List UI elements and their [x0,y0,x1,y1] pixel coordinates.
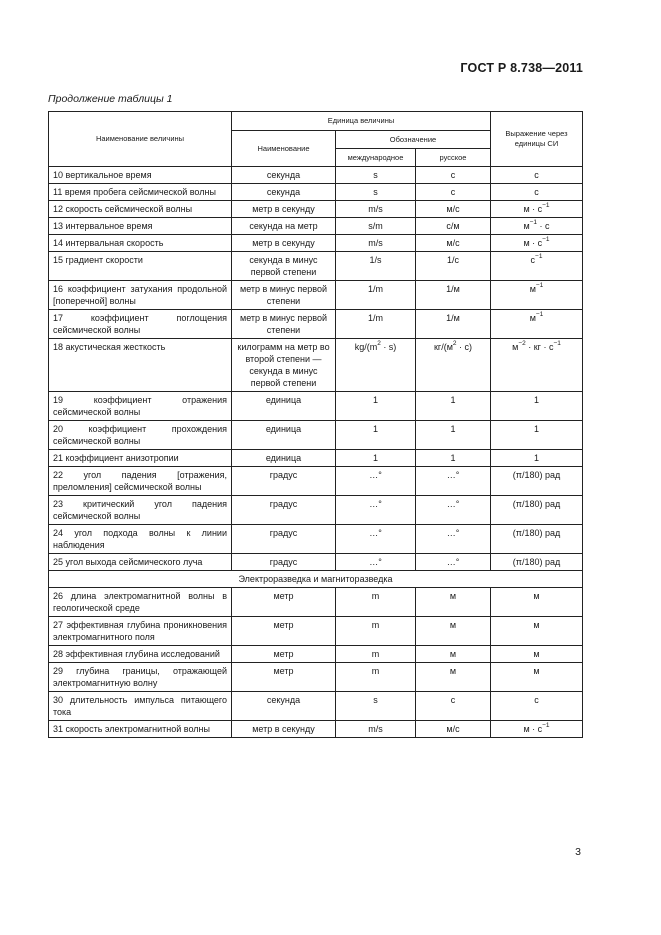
quantity-name-cell: 24 угол подхода волны к линии наблюдения [49,525,232,554]
quantity-name-cell: 29 глубина границы, отражающей электромагнитную волну [49,663,232,692]
russian-symbol-cell: …° [416,467,491,496]
si-expression-cell: м [491,617,583,646]
units-table [48,111,583,738]
russian-symbol-cell-base: кг/(м [433,342,453,352]
unit-name-cell: секунда [232,184,336,201]
table-row [49,339,583,392]
russian-symbol-cell: с/м [416,218,491,235]
si-expression-cell-exponent: −1 [529,219,538,226]
table-row [49,496,583,525]
si-expression-cell-tail: · кг · с [525,342,554,352]
page-number: 3 [575,846,581,858]
si-expression-cell-base: с [530,255,536,265]
si-expression-cell-base: м · с [523,204,543,214]
russian-symbol-cell: …° [416,554,491,571]
quantity-name-cell: 27 эффективная глубина проникновения электромагнитного поля [49,617,232,646]
si-expression-cell: 1 [491,392,583,421]
unit-name-cell: градус [232,525,336,554]
unit-name-cell: метр в секунду [232,201,336,218]
quantity-name-cell: 26 длина электромагнитной волны в геологической среде [49,588,232,617]
table-row [49,201,583,218]
russian-symbol-cell: м/с [416,721,491,738]
si-expression-cell-base: м [512,342,519,352]
international-symbol-cell: s [336,692,416,721]
si-expression-cell: с [491,184,583,201]
russian-symbol-cell: м [416,617,491,646]
table-row [49,310,583,339]
table-row [49,646,583,663]
russian-symbol-cell: 1/м [416,310,491,339]
table-body [49,167,583,738]
international-symbol-cell: m [336,617,416,646]
russian-symbol-cell: м/с [416,201,491,218]
header-quantity-name: Наименование величины [49,112,232,167]
si-expression-cell-exponent: −1 [542,722,550,729]
international-symbol-cell [336,339,416,392]
si-expression-cell-exponent: −1 [535,282,544,289]
header-designation: Обозначение [336,131,491,149]
russian-symbol-cell: м [416,663,491,692]
table-row [49,252,583,281]
table-row [49,525,583,554]
unit-name-cell: метр в минус первой степени [232,281,336,310]
si-expression-cell-exponent-2: −1 [553,340,561,347]
russian-symbol-cell: 1 [416,392,491,421]
quantity-name-cell: 21 коэффициент анизотропии [49,450,232,467]
si-expression-cell: (π/180) рад [491,496,583,525]
quantity-name-cell: 13 интервальное время [49,218,232,235]
international-symbol-cell: s [336,184,416,201]
international-symbol-cell: 1/m [336,310,416,339]
international-symbol-cell: m [336,646,416,663]
table-row [49,235,583,252]
si-expression-cell-exponent: −1 [542,236,550,243]
unit-name-cell: единица [232,392,336,421]
quantity-name-cell: 19 коэффициент отражения сейсмической волны [49,392,232,421]
russian-symbol-cell: …° [416,525,491,554]
si-expression-cell [491,235,583,252]
si-expression-cell-base: м [529,313,536,323]
unit-name-cell: градус [232,554,336,571]
unit-name-cell: метр в минус первой степени [232,310,336,339]
quantity-name-cell: 18 акустическая жесткость [49,339,232,392]
si-expression-cell [491,339,583,392]
quantity-name-cell: 11 время пробега сейсмической волны [49,184,232,201]
quantity-name-cell: 14 интервальная скорость [49,235,232,252]
quantity-name-cell: 31 скорость электромагнитной волны [49,721,232,738]
header-russian: русское [416,149,491,167]
si-expression-cell: с [491,167,583,184]
unit-name-cell: метр в секунду [232,235,336,252]
document-code: ГОСТ Р 8.738—2011 [460,61,583,75]
table-row [49,218,583,235]
russian-symbol-cell: м [416,646,491,663]
russian-symbol-cell: 1 [416,450,491,467]
unit-name-cell: килограмм на метр во второй степени — секунда в минус первой степени [232,339,336,392]
unit-name-cell: секунда в минус первой степени [232,252,336,281]
international-symbol-cell: 1/s [336,252,416,281]
si-expression-cell-exponent: −1 [535,311,544,318]
si-expression-cell: м [491,588,583,617]
si-expression-cell [491,201,583,218]
international-symbol-cell: s/m [336,218,416,235]
russian-symbol-cell: с [416,692,491,721]
si-expression-cell [491,310,583,339]
unit-name-cell: единица [232,450,336,467]
si-expression-cell: (π/180) рад [491,554,583,571]
unit-name-cell: единица [232,421,336,450]
table-row [49,392,583,421]
section-heading: Электроразведка и магниторазведка [49,571,583,588]
si-expression-cell: м [491,663,583,692]
header-si-expression: Выражение через единицы СИ [491,112,583,167]
russian-symbol-cell: м [416,588,491,617]
international-symbol-cell: …° [336,496,416,525]
si-expression-cell: 1 [491,450,583,467]
si-expression-cell: (π/180) рад [491,467,583,496]
international-symbol-cell: s [336,167,416,184]
international-symbol-cell: m [336,663,416,692]
table-row [49,450,583,467]
international-symbol-cell: 1/m [336,281,416,310]
international-symbol-cell: 1 [336,392,416,421]
table-row [49,467,583,496]
si-expression-cell: с [491,692,583,721]
table-row [49,421,583,450]
russian-symbol-cell: с [416,184,491,201]
russian-symbol-cell-tail: · с) [456,342,473,352]
section-row [49,571,583,588]
russian-symbol-cell: 1/с [416,252,491,281]
si-expression-cell-exponent: −1 [535,253,543,260]
table-row [49,554,583,571]
si-expression-cell-base: м · с [523,238,543,248]
russian-symbol-cell [416,339,491,392]
quantity-name-cell: 23 критический угол падения сейсмической волны [49,496,232,525]
table-row [49,184,583,201]
international-symbol-cell: …° [336,525,416,554]
unit-name-cell: метр [232,588,336,617]
table-row [49,663,583,692]
si-expression-cell: м [491,646,583,663]
unit-name-cell: метр [232,663,336,692]
international-symbol-cell: …° [336,554,416,571]
quantity-name-cell: 25 угол выхода сейсмического луча [49,554,232,571]
table-row [49,617,583,646]
international-symbol-cell: …° [336,467,416,496]
international-symbol-cell: m/s [336,235,416,252]
table-row [49,588,583,617]
table-row [49,692,583,721]
quantity-name-cell: 20 коэффициент прохождения сейсмической волны [49,421,232,450]
quantity-name-cell: 22 угол падения [отражения, преломления] сейсмической волны [49,467,232,496]
russian-symbol-cell-exponent: 2 [452,340,457,347]
si-expression-cell-base: м [523,221,530,231]
si-expression-cell-exponent: −2 [518,340,526,347]
unit-name-cell: метр [232,617,336,646]
header-international: международное [336,149,416,167]
table-row [49,167,583,184]
quantity-name-cell: 12 скорость сейсмической волны [49,201,232,218]
quantity-name-cell: 16 коэффициент затухания продольной [поперечной] волны [49,281,232,310]
russian-symbol-cell: м/с [416,235,491,252]
table-row [49,281,583,310]
international-symbol-cell-exponent: 2 [377,340,381,347]
si-expression-cell-exponent: −1 [542,202,550,209]
quantity-name-cell: 15 градиент скорости [49,252,232,281]
quantity-name-cell: 30 длительность импульса питающего тока [49,692,232,721]
unit-name-cell: секунда [232,692,336,721]
unit-name-cell: метр в секунду [232,721,336,738]
si-expression-cell [491,281,583,310]
header-unit-group: Единица величины [232,112,491,131]
unit-name-cell: метр [232,646,336,663]
si-expression-cell-base: м [529,284,536,294]
si-expression-cell: (π/180) рад [491,525,583,554]
russian-symbol-cell: …° [416,496,491,525]
table-row [49,721,583,738]
international-symbol-cell: 1 [336,450,416,467]
si-expression-cell [491,721,583,738]
russian-symbol-cell: с [416,167,491,184]
table-caption: Продолжение таблицы 1 [48,93,173,105]
russian-symbol-cell: 1/м [416,281,491,310]
si-expression-cell-tail: · с [537,221,550,231]
quantity-name-cell: 17 коэффициент поглощения сейсмической волны [49,310,232,339]
si-expression-cell [491,218,583,235]
quantity-name-cell: 28 эффективная глубина исследований [49,646,232,663]
unit-name-cell: градус [232,496,336,525]
unit-name-cell: градус [232,467,336,496]
russian-symbol-cell: 1 [416,421,491,450]
international-symbol-cell-base: kg/(m [354,342,378,352]
international-symbol-cell: 1 [336,421,416,450]
si-expression-cell-base: м · с [523,724,543,734]
si-expression-cell [491,252,583,281]
international-symbol-cell: m [336,588,416,617]
quantity-name-cell: 10 вертикальное время [49,167,232,184]
unit-name-cell: секунда [232,167,336,184]
international-symbol-cell: m/s [336,201,416,218]
si-expression-cell: 1 [491,421,583,450]
international-symbol-cell-tail: · s) [380,342,397,352]
international-symbol-cell: m/s [336,721,416,738]
header-unit-name: Наименование [232,131,336,167]
unit-name-cell: секунда на метр [232,218,336,235]
